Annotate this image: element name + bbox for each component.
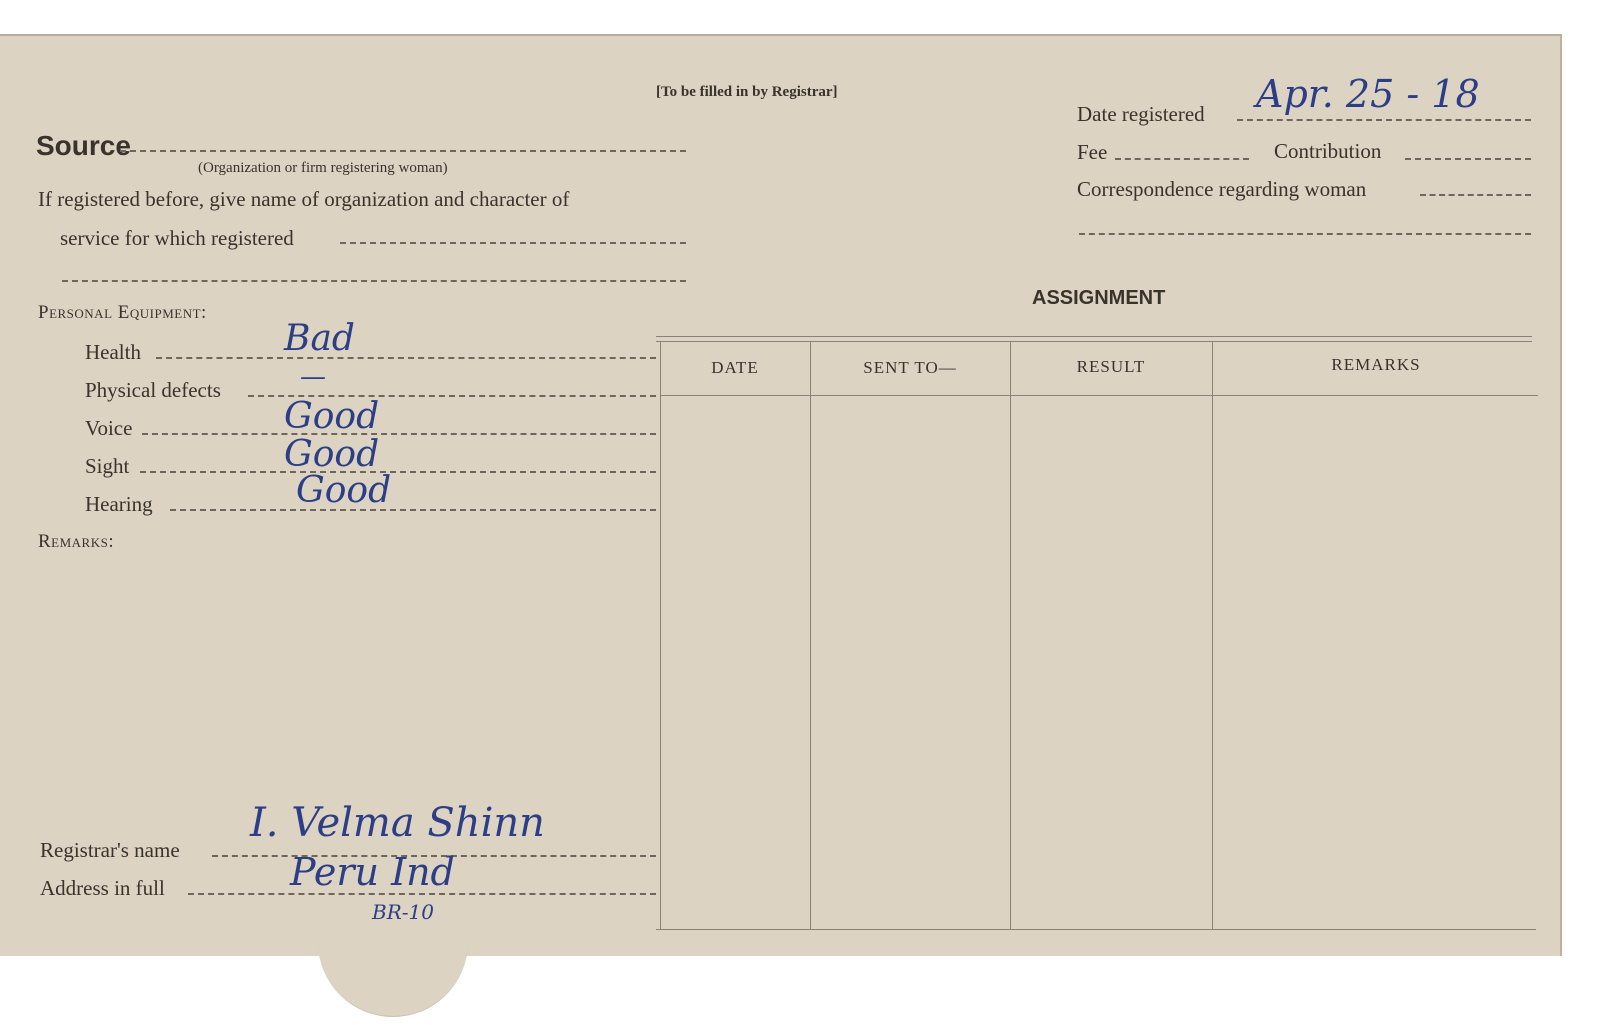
- col-header-remarks: REMARKS: [1331, 355, 1421, 374]
- col-divider-1: [810, 342, 811, 930]
- address-value: Peru Ind: [290, 850, 455, 894]
- registrar-note: [To be filled in by Registrar]: [656, 84, 838, 100]
- source-label: Source: [36, 130, 131, 161]
- personal-equipment-heading: Personal Equipment:: [38, 302, 207, 323]
- health-line[interactable]: [156, 357, 656, 359]
- sight-value: Good: [284, 434, 380, 475]
- contribution-label: Contribution: [1274, 139, 1382, 163]
- service-registered-line-2[interactable]: [62, 280, 686, 282]
- contribution-line[interactable]: [1405, 158, 1531, 160]
- col-divider-3: [1212, 342, 1213, 930]
- registrar-name-value: I. Velma Shinn: [250, 800, 545, 846]
- col-divider-2: [1010, 342, 1011, 930]
- assignment-bottom-rule: [656, 929, 1536, 930]
- hearing-label: Hearing: [85, 492, 153, 516]
- voice-value: Good: [284, 396, 380, 437]
- assignment-header-rule: [660, 395, 1538, 396]
- health-value: Bad: [284, 318, 355, 359]
- date-registered-value: Apr. 25 - 18: [1256, 72, 1480, 116]
- address-label: Address in full: [40, 876, 165, 900]
- health-label: Health: [85, 340, 141, 364]
- col-divider-0: [660, 342, 661, 930]
- source-sublabel: (Organization or firm registering woman): [198, 160, 448, 176]
- fee-label: Fee: [1077, 140, 1108, 164]
- service-registered-label: service for which registered: [60, 226, 294, 250]
- sight-label: Sight: [85, 454, 130, 478]
- physical-defects-value: —: [300, 362, 326, 392]
- date-registered-label: Date registered: [1077, 102, 1205, 126]
- col-header-date: DATE: [711, 358, 759, 377]
- col-header-sent-to: SENT TO—: [863, 358, 957, 377]
- registered-before-text: If registered before, give name of organization and character of: [38, 187, 570, 211]
- service-registered-line[interactable]: [340, 242, 686, 244]
- card-code: BR-10: [372, 900, 434, 924]
- physical-defects-label: Physical defects: [85, 378, 221, 402]
- assignment-top-rule-2: [656, 341, 1532, 342]
- date-registered-line[interactable]: [1237, 119, 1531, 121]
- card-tab: [318, 940, 468, 1017]
- remarks-label: Remarks:: [38, 531, 115, 552]
- correspondence-label: Correspondence regarding woman: [1077, 177, 1367, 201]
- correspondence-line[interactable]: [1420, 194, 1531, 196]
- col-header-result: RESULT: [1076, 357, 1146, 376]
- hearing-line[interactable]: [170, 509, 656, 511]
- assignment-top-rule: [656, 336, 1532, 337]
- source-line[interactable]: [120, 150, 686, 152]
- registrar-name-label: Registrar's name: [40, 838, 180, 862]
- correspondence-line-2[interactable]: [1079, 233, 1531, 235]
- fee-line[interactable]: [1115, 158, 1249, 160]
- assignment-heading: ASSIGNMENT: [1032, 287, 1166, 309]
- hearing-value: Good: [296, 470, 392, 511]
- voice-line[interactable]: [142, 433, 656, 435]
- voice-label: Voice: [85, 416, 133, 440]
- sight-line[interactable]: [140, 471, 656, 473]
